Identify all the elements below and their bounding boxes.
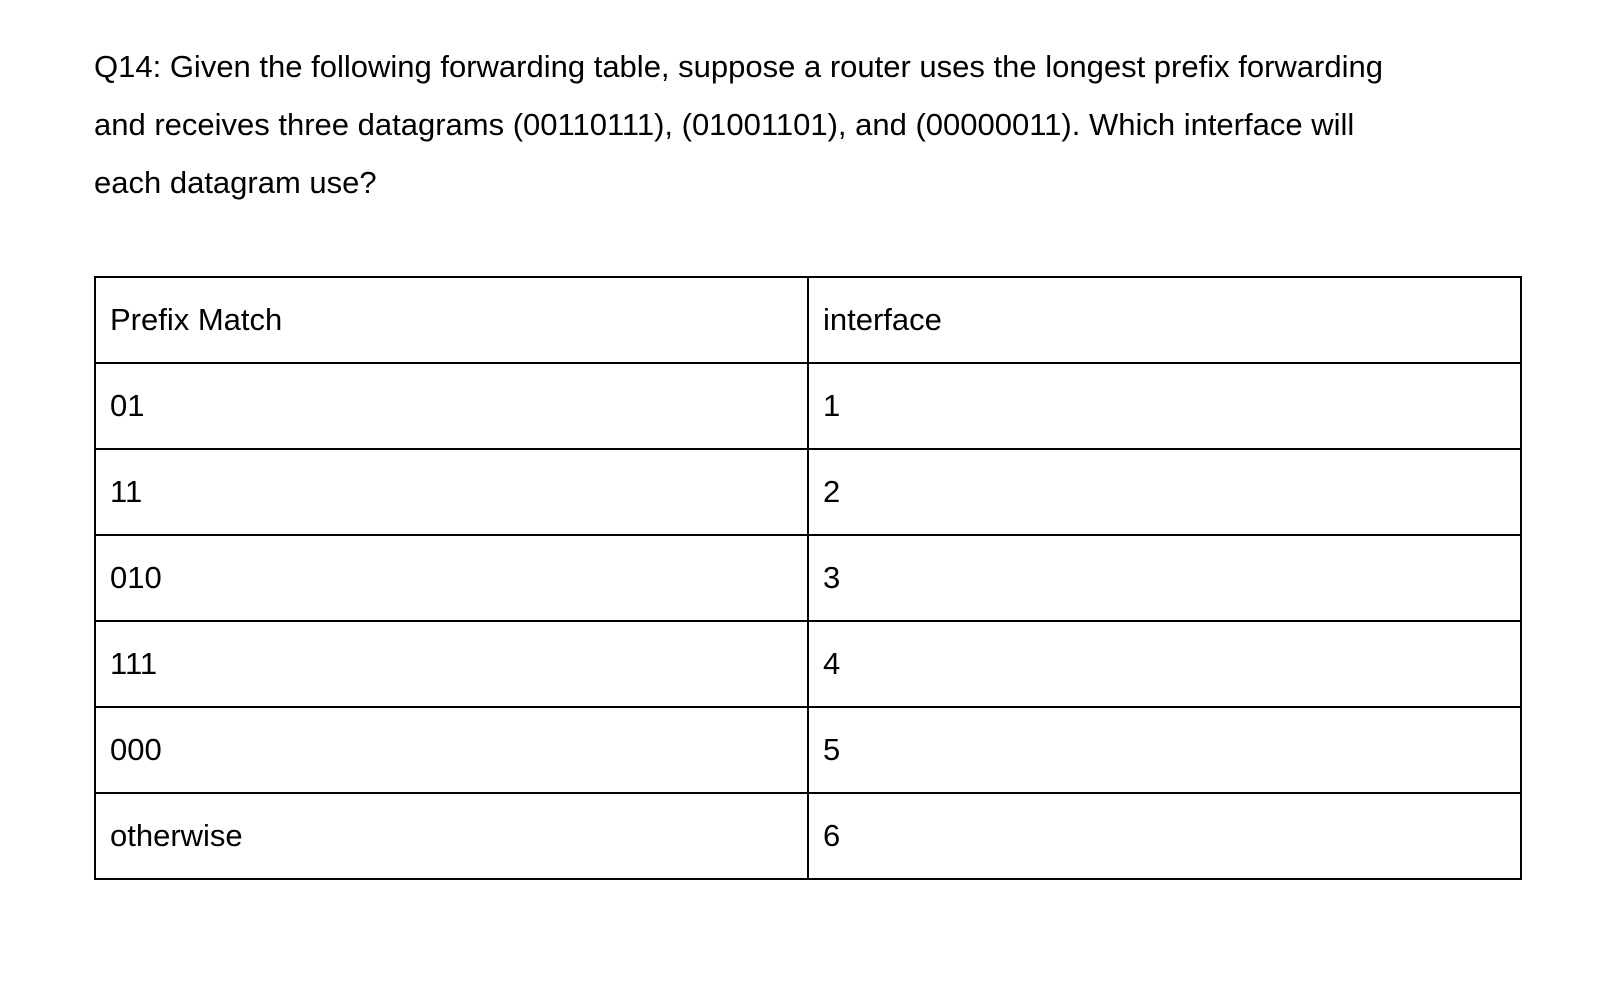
question-line: each datagram use? — [94, 165, 377, 200]
interface-cell: 6 — [808, 793, 1521, 879]
question-line: and receives three datagrams (00110111), (01001101), and (00000011). Which interface will — [94, 107, 1355, 142]
table-row — [95, 449, 1521, 535]
table-row — [95, 793, 1521, 879]
prefix-cell: 000 — [95, 707, 808, 793]
prefix-cell: 11 — [95, 449, 808, 535]
interface-cell: 3 — [808, 535, 1521, 621]
forwarding-table — [94, 276, 1522, 880]
table-row — [95, 363, 1521, 449]
header-interface: interface — [808, 277, 1521, 363]
prefix-cell: 01 — [95, 363, 808, 449]
interface-cell: 2 — [808, 449, 1521, 535]
prefix-cell: otherwise — [95, 793, 808, 879]
table-row — [95, 707, 1521, 793]
interface-cell: 5 — [808, 707, 1521, 793]
table-row — [95, 535, 1521, 621]
table-row — [95, 621, 1521, 707]
prefix-cell: 111 — [95, 621, 808, 707]
interface-cell: 1 — [808, 363, 1521, 449]
question-line: Q14: Given the following forwarding table, suppose a router uses the longest prefix forwarding — [94, 49, 1383, 84]
table-header-row — [95, 277, 1521, 363]
interface-cell: 4 — [808, 621, 1521, 707]
header-prefix-match: Prefix Match — [95, 277, 808, 363]
question-text — [94, 38, 1534, 212]
prefix-cell: 010 — [95, 535, 808, 621]
